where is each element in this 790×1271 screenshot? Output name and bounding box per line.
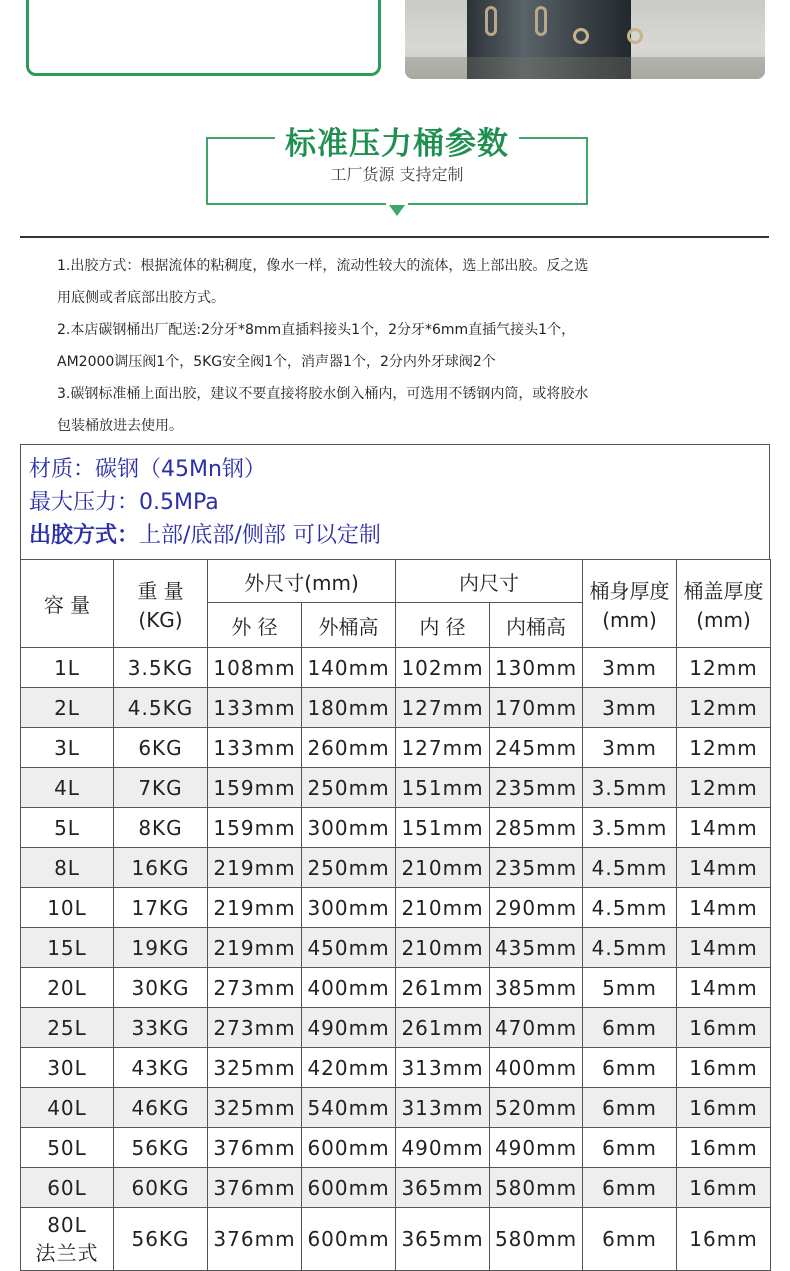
cell-weight: 4.5KG [114, 688, 208, 728]
cell-outer-diameter: 133mm [208, 688, 302, 728]
cell-outer-height: 250mm [302, 848, 396, 888]
note-line: 用底侧或者底部出胶方式。 [57, 290, 225, 306]
cell-inner-height: 400mm [490, 1048, 583, 1088]
cell-lid-thickness: 16mm [677, 1008, 771, 1048]
table-row [21, 808, 771, 848]
divider [20, 236, 769, 238]
cell-inner-diameter: 127mm [396, 688, 490, 728]
cell-body-thickness: 3mm [583, 728, 677, 768]
cell-outer-height: 600mm [302, 1168, 396, 1208]
cell-weight: 33KG [114, 1008, 208, 1048]
cell-outer-diameter: 376mm [208, 1208, 302, 1271]
cell-weight: 46KG [114, 1088, 208, 1128]
table-row [21, 768, 771, 808]
section-subtitle: 工厂货源 支持定制 [330, 165, 464, 184]
cell-lid-thickness: 14mm [677, 888, 771, 928]
cell-body-thickness: 6mm [583, 1088, 677, 1128]
header-body-thickness-line2: (mm) [602, 608, 657, 632]
cell-inner-height: 520mm [490, 1088, 583, 1128]
cell-body-thickness: 3.5mm [583, 768, 677, 808]
cell-line: 法兰式 [35, 1241, 99, 1265]
spec-pressure [29, 486, 769, 519]
cell-outer-diameter: 219mm [208, 848, 302, 888]
cell-body-thickness: 6mm [583, 1128, 677, 1168]
table-body [21, 648, 771, 1271]
cell-inner-diameter: 365mm [396, 1168, 490, 1208]
cell-inner-height: 290mm [490, 888, 583, 928]
header-inner-size: 内尺寸 [396, 560, 583, 603]
header-lid-thickness [677, 560, 771, 648]
cell-lid-thickness: 16mm [677, 1088, 771, 1128]
cell-weight: 30KG [114, 968, 208, 1008]
cell-capacity: 30L [21, 1048, 114, 1088]
cell-inner-diameter: 490mm [396, 1128, 490, 1168]
cell-lid-thickness: 14mm [677, 848, 771, 888]
section-title: 标准压力桶参数 [285, 126, 509, 162]
header-inner-diameter: 内 径 [396, 603, 490, 648]
cell-capacity: 60L [21, 1168, 114, 1208]
note-line: AM2000调压阀1个，5KG安全阀1个，消声器1个，2分内外牙球阀2个 [57, 354, 496, 370]
cell-lid-thickness: 14mm [677, 928, 771, 968]
header-body-thickness [583, 560, 677, 648]
cell-lid-thickness: 14mm [677, 808, 771, 848]
cell-inner-height: 435mm [490, 928, 583, 968]
cell-inner-diameter: 127mm [396, 728, 490, 768]
header-body-thickness-line1: 桶身厚度 [589, 579, 670, 603]
spec-outlet-value: 上部/底部/侧部 可以定制 [139, 523, 381, 548]
cell-inner-diameter: 261mm [396, 968, 490, 1008]
header-lid-thickness-line2: (mm) [696, 608, 751, 632]
table-row [21, 968, 771, 1008]
cell-outer-height: 600mm [302, 1208, 396, 1271]
cell-weight: 3.5KG [114, 648, 208, 688]
table-row [21, 928, 771, 968]
header-outer-height: 外桶高 [302, 603, 396, 648]
cell-capacity: 1L [21, 648, 114, 688]
cell-lid-thickness: 16mm [677, 1128, 771, 1168]
spec-material-label: 材质： [29, 457, 96, 482]
cell-body-thickness: 3mm [583, 688, 677, 728]
table-row [21, 1048, 771, 1088]
cell-weight: 19KG [114, 928, 208, 968]
cell-outer-diameter: 376mm [208, 1168, 302, 1208]
cell-weight: 16KG [114, 848, 208, 888]
cell-capacity: 3L [21, 728, 114, 768]
cell-inner-diameter: 210mm [396, 888, 490, 928]
top-frame-box [26, 0, 381, 76]
cell-inner-diameter: 210mm [396, 928, 490, 968]
cell-body-thickness: 3.5mm [583, 808, 677, 848]
down-arrow-icon [389, 205, 405, 216]
cell-outer-height: 450mm [302, 928, 396, 968]
cell-lid-thickness: 16mm [677, 1048, 771, 1088]
cell-outer-height: 400mm [302, 968, 396, 1008]
cell-body-thickness: 4.5mm [583, 928, 677, 968]
header-weight [114, 560, 208, 648]
spec-outlet-label: 出胶方式： [29, 523, 140, 548]
table-row [21, 728, 771, 768]
parameter-table [20, 559, 771, 1271]
notes-block [57, 250, 697, 442]
cell-outer-diameter: 376mm [208, 1128, 302, 1168]
note-line: 2.本店碳钢桶出厂配送:2分牙*8mm直插料接头1个，2分牙*6mm直插气接头1个， [57, 322, 576, 338]
cell-lid-thickness: 12mm [677, 688, 771, 728]
cell-capacity: 15L [21, 928, 114, 968]
cell-inner-diameter: 151mm [396, 768, 490, 808]
cell-capacity [21, 1208, 114, 1271]
header-capacity: 容 量 [21, 560, 114, 648]
cell-lid-thickness: 14mm [677, 968, 771, 1008]
pressure-tank-photo [405, 0, 765, 79]
cell-outer-height: 250mm [302, 768, 396, 808]
cell-weight: 7KG [114, 768, 208, 808]
cell-lid-thickness: 12mm [677, 648, 771, 688]
table-row [21, 888, 771, 928]
cell-outer-diameter: 159mm [208, 768, 302, 808]
cell-inner-height: 235mm [490, 768, 583, 808]
cell-capacity: 8L [21, 848, 114, 888]
cell-body-thickness: 4.5mm [583, 888, 677, 928]
cell-weight: 56KG [114, 1128, 208, 1168]
cell-body-thickness: 6mm [583, 1208, 677, 1271]
table-row [21, 1208, 771, 1271]
header-outer-diameter: 外 径 [208, 603, 302, 648]
header-inner-height: 内桶高 [490, 603, 583, 648]
cell-outer-diameter: 219mm [208, 888, 302, 928]
cell-body-thickness: 3mm [583, 648, 677, 688]
cell-outer-height: 260mm [302, 728, 396, 768]
cell-inner-diameter: 151mm [396, 808, 490, 848]
table-row [21, 1128, 771, 1168]
cell-inner-height: 580mm [490, 1168, 583, 1208]
table-row [21, 1088, 771, 1128]
spec-outlet [29, 519, 769, 552]
header-outer-size: 外尺寸(mm) [208, 560, 396, 603]
cell-capacity: 5L [21, 808, 114, 848]
cell-inner-height: 580mm [490, 1208, 583, 1271]
cell-outer-height: 600mm [302, 1128, 396, 1168]
cell-weight: 60KG [114, 1168, 208, 1208]
cell-capacity: 50L [21, 1128, 114, 1168]
cell-outer-height: 180mm [302, 688, 396, 728]
header-weight-line2: (KG) [138, 608, 183, 632]
clamp-icon [535, 6, 547, 36]
header-weight-line1: 重 量 [137, 579, 184, 603]
cell-inner-height: 385mm [490, 968, 583, 1008]
cell-lid-thickness: 16mm [677, 1208, 771, 1271]
cell-outer-diameter: 133mm [208, 728, 302, 768]
cell-outer-height: 490mm [302, 1008, 396, 1048]
cell-line: 80L [47, 1213, 87, 1237]
ring-icon [573, 28, 589, 44]
cell-capacity: 25L [21, 1008, 114, 1048]
cell-outer-diameter: 325mm [208, 1088, 302, 1128]
cell-body-thickness: 6mm [583, 1168, 677, 1208]
cell-inner-height: 470mm [490, 1008, 583, 1048]
header-lid-thickness-line1: 桶盖厚度 [683, 579, 764, 603]
cell-outer-height: 140mm [302, 648, 396, 688]
cell-outer-height: 300mm [302, 888, 396, 928]
cell-inner-height: 490mm [490, 1128, 583, 1168]
table-row [21, 1008, 771, 1048]
cell-inner-height: 285mm [490, 808, 583, 848]
clamp-icon [485, 6, 497, 36]
ring-icon [627, 28, 643, 44]
cell-body-thickness: 6mm [583, 1048, 677, 1088]
cell-weight: 6KG [114, 728, 208, 768]
cell-capacity: 20L [21, 968, 114, 1008]
cell-weight: 17KG [114, 888, 208, 928]
cell-outer-height: 300mm [302, 808, 396, 848]
cell-capacity: 2L [21, 688, 114, 728]
cell-inner-diameter: 313mm [396, 1048, 490, 1088]
spec-pressure-label: 最大压力： [29, 490, 140, 515]
cell-inner-diameter: 313mm [396, 1088, 490, 1128]
cell-inner-diameter: 365mm [396, 1208, 490, 1271]
table-row [21, 848, 771, 888]
cell-inner-height: 170mm [490, 688, 583, 728]
table-row [21, 688, 771, 728]
cell-outer-height: 420mm [302, 1048, 396, 1088]
cell-outer-diameter: 159mm [208, 808, 302, 848]
spec-pressure-value: 0.5MPa [139, 490, 219, 515]
cell-capacity: 4L [21, 768, 114, 808]
note-line: 1.出胶方式：根据流体的粘稠度，像水一样，流动性较大的流体，选上部出胶。反之选 [57, 258, 589, 274]
note-line: 包装桶放进去使用。 [57, 418, 183, 434]
photo-shadow [405, 57, 765, 79]
table-row [21, 1168, 771, 1208]
cell-inner-diameter: 261mm [396, 1008, 490, 1048]
cell-inner-height: 130mm [490, 648, 583, 688]
cell-outer-diameter: 219mm [208, 928, 302, 968]
cell-outer-diameter: 325mm [208, 1048, 302, 1088]
cell-outer-height: 540mm [302, 1088, 396, 1128]
spec-summary [20, 444, 770, 560]
cell-capacity: 10L [21, 888, 114, 928]
cell-inner-height: 235mm [490, 848, 583, 888]
cell-outer-diameter: 108mm [208, 648, 302, 688]
cell-weight: 43KG [114, 1048, 208, 1088]
cell-lid-thickness: 12mm [677, 728, 771, 768]
cell-lid-thickness: 16mm [677, 1168, 771, 1208]
cell-outer-diameter: 273mm [208, 1008, 302, 1048]
cell-body-thickness: 6mm [583, 1008, 677, 1048]
note-line: 3.碳钢标准桶上面出胶，建议不要直接将胶水倒入桶内，可选用不锈钢内筒，或将胶水 [57, 386, 589, 402]
cell-outer-diameter: 273mm [208, 968, 302, 1008]
cell-inner-height: 245mm [490, 728, 583, 768]
cell-body-thickness: 4.5mm [583, 848, 677, 888]
cell-lid-thickness: 12mm [677, 768, 771, 808]
spec-material-value: 碳钢（45Mn钢） [95, 457, 266, 482]
spec-material [29, 453, 769, 486]
cell-weight: 8KG [114, 808, 208, 848]
cell-inner-diameter: 210mm [396, 848, 490, 888]
cell-weight: 56KG [114, 1208, 208, 1271]
cell-capacity: 40L [21, 1088, 114, 1128]
cell-inner-diameter: 102mm [396, 648, 490, 688]
cell-body-thickness: 5mm [583, 968, 677, 1008]
table-row [21, 648, 771, 688]
